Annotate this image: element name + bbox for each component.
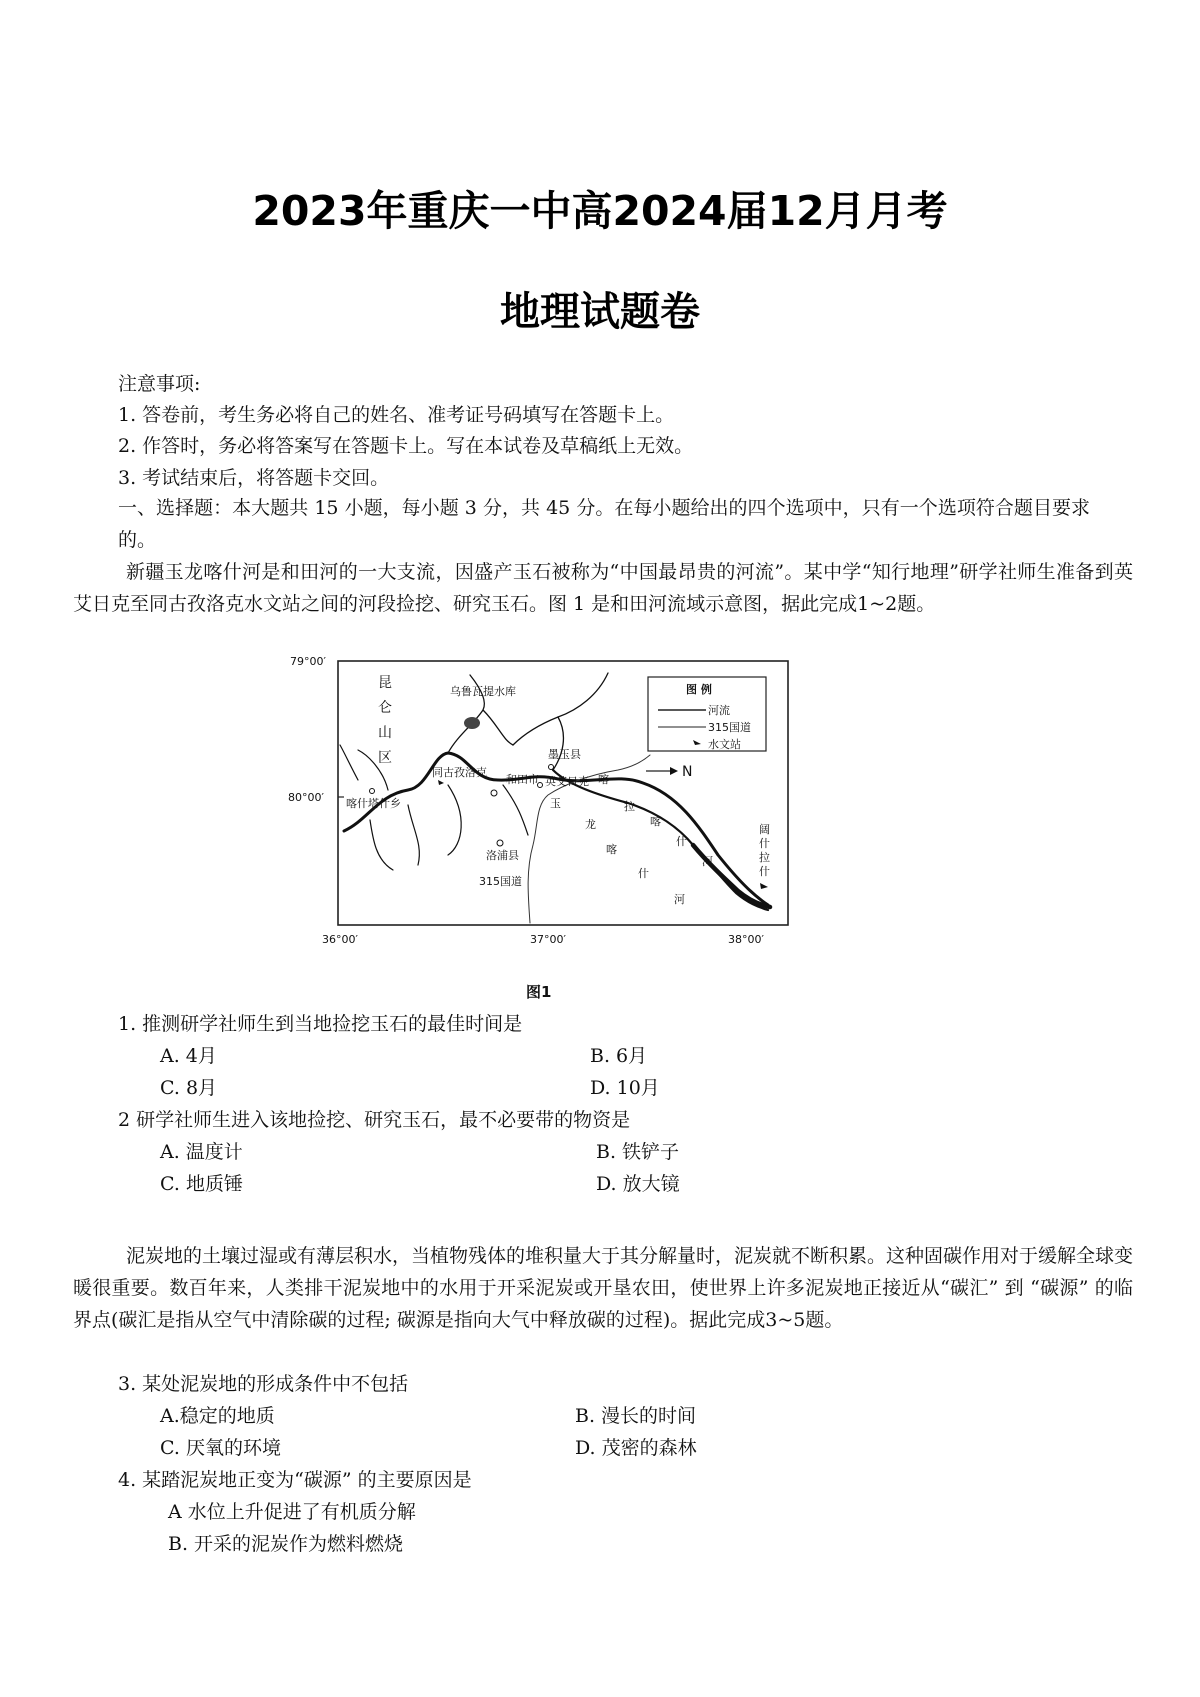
- label-karakash-5: 河: [702, 855, 713, 868]
- label-karakash-2: 拉: [624, 800, 635, 813]
- label-yulong-5: 河: [674, 893, 685, 906]
- lon-label-38: 38°00′: [728, 933, 764, 946]
- q3-option-d: D. 茂密的森林: [575, 1437, 697, 1459]
- q3-option-b: B. 漫长的时间: [575, 1405, 697, 1427]
- label-yulong-1: 玉: [550, 797, 561, 810]
- label-kashta: 喀什塔什乡: [346, 797, 401, 810]
- notice-item-2: 2. 作答时，务必将答案写在答题卡上。写在本试卷及草稿纸上无效。: [118, 435, 694, 457]
- label-yulong-2: 龙: [585, 818, 596, 831]
- q1-option-b: B. 6月: [590, 1045, 648, 1067]
- q4-option-a: A 水位上升促进了有机质分解: [168, 1501, 416, 1523]
- exam-title: 2023年重庆一中高2024届12月月考: [252, 187, 948, 235]
- label-yulong-4: 什: [638, 867, 649, 880]
- label-kuoshi-1: 阔: [759, 823, 770, 836]
- lat-label-79: 79°00′: [290, 655, 326, 668]
- notice-item-3: 3. 考试结束后，将答题卡交回。: [118, 467, 390, 489]
- q2-option-d: D. 放大镜: [596, 1173, 680, 1195]
- legend-road: 315国道: [708, 721, 751, 734]
- q2-option-b: B. 铁铲子: [596, 1141, 680, 1163]
- north-label: N: [682, 764, 693, 780]
- label-tonggu: 同古孜洛克: [432, 766, 487, 779]
- label-karakash-3: 喀: [650, 815, 661, 828]
- label-karakash-4: 什: [676, 835, 687, 848]
- label-yingai: 英艾日克: [545, 775, 589, 788]
- north-arrow-icon: [646, 764, 692, 780]
- question-4-stem: 4. 某踏泥炭地正变为“碳源” 的主要原因是: [118, 1469, 472, 1491]
- section1-intro: 一、选择题：本大题共 15 小题，每小题 3 分，共 45 分。在每小题给出的四个选项中，只有一个选项符合题目要求的。: [118, 497, 1090, 551]
- question-2-stem: 2 研学社师生进入该地捡挖、研究玉石，最不必要带的物资是: [118, 1109, 631, 1131]
- label-kunlun-3: 山: [378, 725, 392, 741]
- label-kunlun-4: 区: [378, 750, 392, 766]
- reservoir-icon: [464, 717, 480, 729]
- question-3-stem: 3. 某处泥炭地的形成条件中不包括: [118, 1373, 409, 1395]
- label-kunlun-1: 昆: [378, 675, 392, 691]
- q2-option-a: A. 温度计: [160, 1141, 243, 1163]
- notice-heading: 注意事项:: [118, 373, 201, 395]
- question-1-stem: 1. 推测研学社师生到当地捡挖玉石的最佳时间是: [118, 1013, 523, 1035]
- lat-label-80: 80°00′: [288, 791, 324, 804]
- passage-2: 泥炭地的土壤过湿或有薄层积水，当植物残体的堆积量大于其分解量时，泥炭就不断积累。这种固碳作用对于缓解全球变暖很重要。数百年来，人类排干泥炭地中的水用于开采泥炭或开垦农田，使世界上许多泥炭地正接近从“碳汇” 到 “碳源” 的临界点(碳汇是指从空气中清除碳的过程; 碳源是指向大气中释放碳的过程)。据此完成3~5题。: [73, 1245, 1134, 1331]
- figure-caption: 图1: [526, 983, 552, 1001]
- lon-label-37: 37°00′: [530, 933, 566, 946]
- q2-option-c: C. 地质锤: [160, 1173, 243, 1195]
- label-luopu: 洛浦县: [486, 849, 519, 862]
- legend-station: 水文站: [708, 738, 741, 751]
- notice-item-1: 1. 答卷前，考生务必将自己的姓名、准考证号码填写在答题卡上。: [118, 404, 675, 426]
- q1-option-d: D. 10月: [590, 1077, 660, 1099]
- q1-option-c: C. 8月: [160, 1077, 218, 1099]
- label-kuoshi-4: 什: [759, 865, 770, 878]
- label-kunlun-2: 仑: [378, 700, 392, 716]
- hetian-river-basin-map: [288, 655, 798, 960]
- label-kuoshi-2: 什: [759, 837, 770, 850]
- label-karakash-1: 喀: [598, 773, 609, 786]
- label-yulong-3: 喀: [606, 843, 617, 856]
- passage-1: 新疆玉龙喀什河是和田河的一大支流，因盛产玉石被称为“中国最昂贵的河流”。某中学“知行地理”研学社师生准备到英艾日克至同古孜洛克水文站之间的河段捡挖、研究玉石。图 1 是和田河流域示意图，据此完成1~2题。: [73, 561, 1133, 615]
- label-reservoir: 乌鲁瓦提水库: [450, 685, 516, 698]
- lon-label-36: 36°00′: [322, 933, 358, 946]
- map-legend: [648, 677, 766, 751]
- legend-river: 河流: [708, 704, 730, 717]
- q3-option-a: A.稳定的地质: [160, 1405, 275, 1427]
- q1-option-a: A. 4月: [160, 1045, 217, 1067]
- q4-option-b: B. 开采的泥炭作为燃料燃烧: [168, 1533, 404, 1555]
- legend-title: 图 例: [686, 683, 712, 696]
- label-road315: 315国道: [479, 875, 522, 888]
- label-moyu: 墨玉县: [548, 748, 581, 761]
- q3-option-c: C. 厌氧的环境: [160, 1437, 281, 1459]
- label-hetian: 和田市: [506, 773, 539, 786]
- label-kuoshi-3: 拉: [759, 851, 770, 864]
- exam-subtitle: 地理试题卷: [500, 289, 700, 335]
